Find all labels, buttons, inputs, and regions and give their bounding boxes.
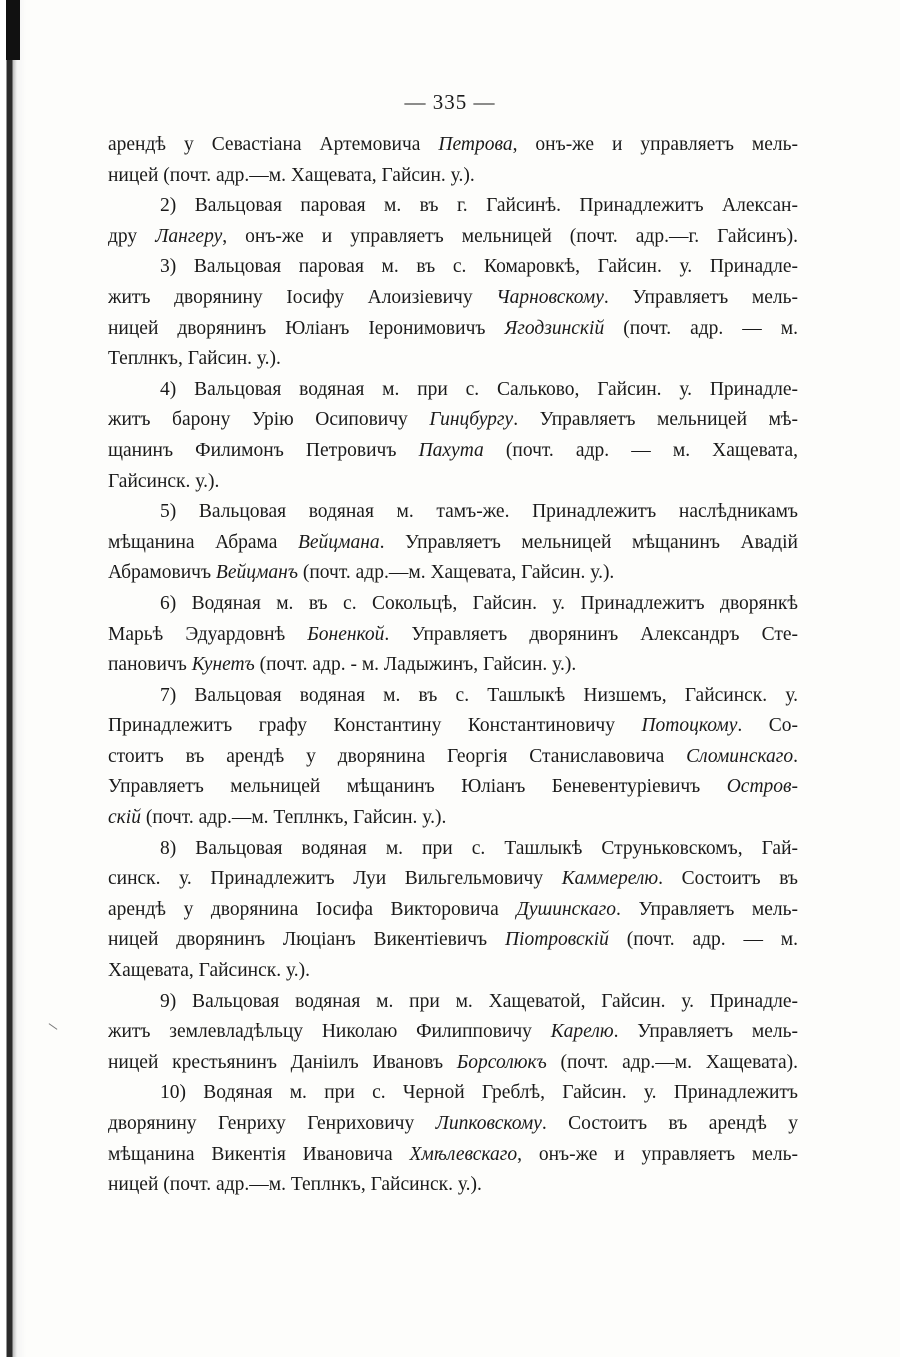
text-run: (почт. адр. — м. Хащевата, <box>483 439 798 461</box>
text-run: ницей дворянинъ Юлiанъ Iеронимовичъ <box>108 317 505 339</box>
body-text <box>108 130 798 1201</box>
text-run: (почт. адр. — м. <box>608 929 798 951</box>
text-run: ницей крестьянинъ Данiилъ Ивановъ <box>108 1051 457 1073</box>
text-run: синск. у. Принадлежитъ Луи Вильгельмовичу <box>108 868 562 890</box>
text-line <box>108 620 798 651</box>
italic-name: Боненкой <box>307 623 385 645</box>
text-line <box>108 711 798 742</box>
text-run: 10) Водяная м. при с. Черной Греблѣ, Гайсин. у. Принадлежитъ <box>160 1082 798 1104</box>
text-line <box>108 375 798 406</box>
binding-shadow <box>6 0 20 60</box>
italic-name: Гинцбургу <box>429 409 514 431</box>
text-line <box>108 436 798 467</box>
text-run: (почт. адр.—м. Теплнкъ, Гайсин. у.). <box>140 807 447 829</box>
text-run: Хащевата, Гайсинск. у.). <box>108 960 310 982</box>
italic-name: скiй <box>108 807 141 829</box>
text-run: 4) Вальцовая водяная м. при с. Сальково, Гайсин. у. Принадле- <box>160 378 798 400</box>
text-run: , онъ-же и управляетъ мель- <box>517 1143 798 1165</box>
text-run: . Управляетъ мельницей мѣ- <box>513 409 798 431</box>
text-run: житъ барону Урiю Осиповичу <box>108 409 430 431</box>
text-line <box>108 1078 798 1109</box>
italic-name: Борсолюкъ <box>456 1051 547 1073</box>
text-line <box>108 956 798 987</box>
text-run: стоитъ въ арендѣ у дворянина Георгiя Станиславовича <box>108 745 687 767</box>
italic-name: Вейцмана <box>297 531 380 553</box>
text-line <box>108 772 798 803</box>
text-run: мѣщанина Викентiя Ивановича <box>108 1143 410 1165</box>
text-line <box>108 589 798 620</box>
italic-name: Душинскаго <box>516 898 617 920</box>
italic-name: Петрова <box>438 134 513 155</box>
text-run: дру <box>108 225 156 247</box>
text-line <box>108 895 798 926</box>
text-line <box>108 803 798 834</box>
text-run: Принадлежитъ графу Константину Константиновичу <box>108 715 642 737</box>
italic-name: Хмѣлевскаго <box>409 1143 518 1165</box>
text-run: . Состоитъ въ <box>658 868 798 890</box>
text-run: Марьѣ Эдуардовнѣ <box>108 623 308 645</box>
italic-name: Потоцкому <box>641 715 738 737</box>
text-run: Абрамовичъ <box>108 562 216 584</box>
text-line <box>108 314 798 345</box>
text-run: Гайсинск. у.). <box>108 470 220 492</box>
italic-name: Остров- <box>726 776 798 798</box>
text-line <box>108 1109 798 1140</box>
italic-name: Сломинскаго <box>686 745 794 767</box>
text-run: . Со- <box>737 715 798 737</box>
text-run: ницей (почт. адр.—м. Хащевата, Гайсин. у.). <box>108 164 475 186</box>
italic-name: Кунетъ <box>191 654 255 676</box>
text-run: Теплнкъ, Гайсин. у.). <box>108 348 281 370</box>
text-line <box>108 130 798 161</box>
text-run: житъ землевладѣльцу Николаю Филипповичу <box>108 1021 551 1043</box>
text-run: 5) Вальцовая водяная м. тамъ-же. Принадлежитъ наслѣдникамъ <box>160 501 798 523</box>
text-line <box>108 987 798 1018</box>
text-run: (почт. адр.—м. Хащевата, Гайсин. у.). <box>297 562 615 584</box>
text-run: . Управляетъ мельницей мѣщанинъ Авадiй <box>379 531 798 553</box>
text-line <box>108 1048 798 1079</box>
text-run: . Управляетъ мель- <box>616 898 798 920</box>
text-run: . Управляетъ дворянинъ Александръ Сте- <box>384 623 798 645</box>
italic-name: Пахута <box>418 439 484 461</box>
text-run: Управляетъ мельницей мѣщанинъ Юлiанъ Беневентурiевичъ <box>108 776 727 798</box>
text-line <box>108 558 798 589</box>
text-run: . Управляетъ мель- <box>603 286 798 308</box>
text-run: арендѣ у Севастiана Артемовича <box>108 134 439 155</box>
text-run: арендѣ у дворянина Iосифа Викторовича <box>108 898 517 920</box>
text-line <box>108 1017 798 1048</box>
text-line <box>108 742 798 773</box>
text-run: 2) Вальцовая паровая м. въ г. Гайсинѣ. Принадлежитъ Алексан- <box>160 195 798 217</box>
text-run: 8) Вальцовая водяная м. при с. Ташлыкѣ Струньковскомъ, Гай- <box>160 837 798 859</box>
italic-name: Вейцманъ <box>215 562 298 584</box>
italic-name: Пiотровскiй <box>504 929 609 951</box>
italic-name: Ягодзинскiй <box>504 317 605 339</box>
text-line <box>108 864 798 895</box>
text-run: 7) Вальцовая водяная м. въ с. Ташлыкѣ Низшемъ, Гайсинск. у. <box>160 684 798 706</box>
page-number: — 335 — <box>404 90 496 114</box>
text-line <box>108 222 798 253</box>
text-run: ницей (почт. адр.—м. Теплнкъ, Гайсинск. у.). <box>108 1174 482 1196</box>
text-line <box>108 161 798 192</box>
text-run: , онъ-же и управляетъ мельницей (почт. адр.—г. Гайсинъ). <box>222 225 798 247</box>
italic-name: Липковскому <box>435 1113 542 1134</box>
text-line <box>108 252 798 283</box>
text-line <box>108 1170 798 1201</box>
text-run: (почт. адр. — м. <box>604 317 798 339</box>
text-line <box>108 344 798 375</box>
text-line <box>108 467 798 498</box>
text-run: . Состоитъ въ арендѣ у <box>541 1113 798 1134</box>
text-run: 6) Водяная м. въ с. Сокольцѣ, Гайсин. у. Принадлежитъ дворянкѣ <box>160 592 798 614</box>
text-run: . <box>793 745 798 767</box>
text-line <box>108 191 798 222</box>
text-line <box>108 681 798 712</box>
text-run: житъ дворянину Iосифу Алоизiевичу <box>108 286 497 308</box>
italic-name: Каммерелю <box>561 868 659 890</box>
text-run: ницей дворянинъ Люцiанъ Викентiевичъ <box>108 929 505 951</box>
text-run: щанинъ Филимонъ Петровичъ <box>108 439 419 461</box>
text-line <box>108 834 798 865</box>
text-run: (почт. адр. - м. Ладыжинъ, Гайсин. у.). <box>254 654 577 676</box>
text-run: , онъ-же и управляетъ мель- <box>512 134 798 155</box>
text-line <box>108 650 798 681</box>
italic-name: Чарновскому <box>496 286 604 308</box>
text-line <box>108 1140 798 1171</box>
text-run: 3) Вальцовая паровая м. въ с. Комаровкѣ, Гайсин. у. Принадле- <box>160 256 798 278</box>
text-line <box>108 528 798 559</box>
text-line <box>108 925 798 956</box>
text-line <box>108 405 798 436</box>
italic-name: Карелю <box>550 1021 614 1043</box>
text-line <box>108 497 798 528</box>
stray-mark <box>49 1023 58 1030</box>
text-run: пановичъ <box>108 654 192 676</box>
italic-name: Лангеру <box>155 225 223 247</box>
book-binding-edge <box>0 0 26 1357</box>
text-run: мѣщанина Абрама <box>108 531 298 553</box>
text-run: 9) Вальцовая водяная м. при м. Хащеватой, Гайсин. у. Принадле- <box>160 990 798 1012</box>
text-run: дворянину Генриху Генриховичу <box>108 1113 436 1134</box>
text-run: (почт. адр.—м. Хащевата). <box>546 1051 798 1073</box>
text-run: . Управляетъ мель- <box>613 1021 798 1043</box>
text-line <box>108 283 798 314</box>
